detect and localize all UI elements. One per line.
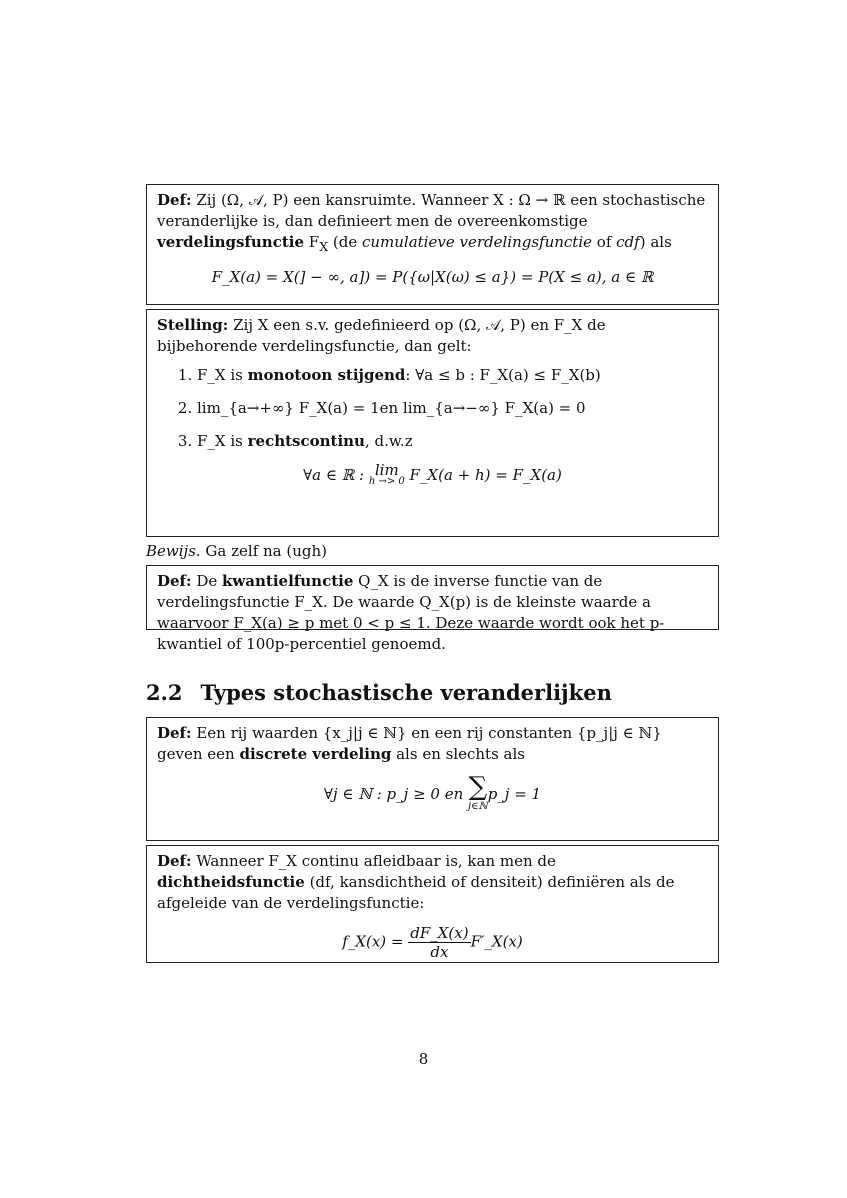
eq-part: F′_X(x) (470, 932, 523, 951)
equation-density (157, 924, 708, 961)
def-text: als en slechts als (391, 745, 525, 763)
lim-word: lim (374, 461, 399, 479)
eq-part: ∀a ∈ ℝ : (303, 466, 369, 484)
item-bold: monotoon stijgend (247, 366, 406, 384)
def-text: ) als (639, 233, 672, 251)
item-text: , d.w.z (364, 432, 413, 450)
def-text: (de (328, 233, 362, 251)
equation-cdf: F_X(a) = X(] − ∞, a]) = P({ω|X(ω) ≤ a}) = P(X ≤ a), a ∈ ℝ (211, 268, 654, 286)
def-label: Def: (157, 852, 192, 870)
item-bold: rechtscontinu (247, 432, 365, 450)
term-italic: cdf (616, 233, 640, 251)
def-label: Def: (157, 572, 192, 590)
sum-operator (468, 772, 488, 815)
def-text: Een rij waarden {x_j|j ∈ ℕ} en een rij constanten {p_j|j ∈ ℕ} geven een (157, 724, 662, 763)
definition-box-cdf (146, 184, 719, 305)
proof-text: Ga zelf na (ugh) (200, 542, 328, 560)
theorem-list (157, 365, 708, 452)
section-heading (146, 680, 630, 705)
item-text: F_X is (197, 366, 248, 384)
equation-discrete (157, 772, 708, 815)
sum-subscript: j∈ℕ (468, 801, 488, 812)
lim-subscript: h →> 0 (368, 476, 405, 487)
eq-part: p_j = 1 (487, 785, 542, 803)
definition-box-density (146, 845, 719, 963)
eq-part: ∀j ∈ ℕ : p_j ≥ 0 en (323, 785, 469, 803)
theorem-item (197, 431, 708, 452)
item-text: F_X is (197, 432, 248, 450)
proof-label: Bewijs. (146, 542, 201, 560)
item-text: lim_{a→+∞} F_X(a) = 1en lim_{a→−∞} F_X(a) = 0 (197, 399, 586, 417)
def-text: De (191, 572, 222, 590)
proof-line (146, 542, 327, 560)
eq-part: f_X(x) = (342, 932, 409, 951)
def-text: Q_X is de inverse functie van de verdelingsfunctie F_X. De waarde Q_X(p) is de kleinste waarde a waarvoor F_X(a) ≥ p met 0 < p ≤ 1. Deze waarde wordt ook het p-kwantiel of 100p-percentiel genoemd. (157, 572, 665, 653)
page-number: 8 (418, 1050, 429, 1068)
definition-box-discrete (146, 717, 719, 841)
def-label: Def: (157, 724, 192, 742)
def-text: F (304, 233, 320, 251)
section-number: 2.2 (146, 680, 183, 705)
term-bold: verdelingsfunctie (157, 233, 304, 251)
def-text: Zij (Ω, 𝒜, P) een kansruimte. Wanneer X : Ω → ℝ een stochastische veranderlijke is, dan definieert men de overeenkomstige (157, 191, 706, 230)
equation-rightcontinuous (157, 461, 708, 488)
def-text: (df, kansdichtheid of densiteit) definiëren als de afgeleide van de verdelingsfunctie: (157, 873, 675, 912)
sigma-symbol: ∑ (468, 772, 488, 802)
def-text: Wanneer F_X continu afleidbaar is, kan men de (191, 852, 556, 870)
term-italic: cumulatieve verdelingsfunctie (361, 233, 593, 251)
term-bold: discrete verdeling (239, 745, 392, 763)
theorem-box (146, 309, 719, 537)
definition-box-quantile (146, 565, 719, 653)
def-label: Def: (157, 191, 192, 209)
subscript: X (319, 239, 329, 254)
theorem-intro: Zij X een s.v. gedefinieerd op (Ω, 𝒜, P) en F_X de bijbehorende verdelingsfunctie, dan gelt: (157, 316, 606, 355)
numerator: dF_X(x) (410, 924, 469, 942)
limit-operator (368, 461, 405, 488)
term-bold: dichtheidsfunctie (157, 873, 305, 891)
section-title: Types stochastische veranderlijken (200, 680, 612, 705)
term-bold: kwantielfunctie (222, 572, 354, 590)
theorem-item (197, 365, 708, 386)
eq-part: F_X(a + h) = F_X(a) (404, 466, 562, 484)
theorem-label: Stelling: (157, 316, 229, 334)
fraction (408, 924, 470, 961)
item-text: : ∀a ≤ b : F_X(a) ≤ F_X(b) (405, 366, 601, 384)
theorem-item (197, 398, 708, 419)
denominator: dx (430, 943, 449, 961)
def-text: of (592, 233, 617, 251)
